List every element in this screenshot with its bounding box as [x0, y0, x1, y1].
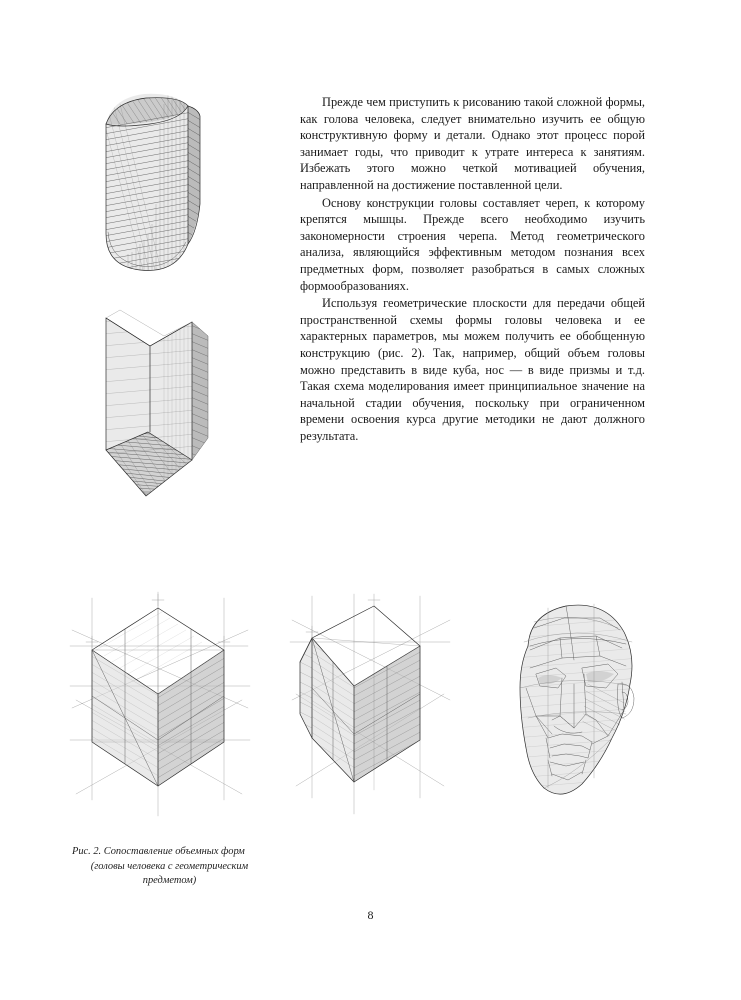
prism-drawing	[84, 300, 234, 540]
figure-caption	[72, 845, 267, 889]
paragraph-2: Основу конструкции головы составляет череп, к которому крепятся мышцы. Прежде всего необходимо изучить закономерности строения черепа. Метод геометрического анализа, являющийся эффективным методом познания всех предметных форм, позволяет разобраться в самых сложных формообразованиях.	[300, 195, 645, 293]
paragraph-1: Прежде чем приступить к рисованию такой сложной формы, как голова человека, следует внимательно изучить ее общую конструктивную форму и детали. Однако этот процесс порой занимает годы, что приводит к утрате интереса к занятиям. Избежать этого можно четкой мотивацией обучения, направленной на достижение поставленной цели.	[300, 95, 645, 192]
paragraph-3: Используя геометрические плоскости для передачи общей пространственной схемы формы головы человека и ее характерных параметров, мы можем получить ее обобщенную конструкцию (рис. 2). Так, например, общий объем головы можно представить в виде куба, нос — в виде призмы и т.д. Такая схема моделирования имеет принципиальное значение на начальной стадии обучения, поскольку при ограниченном времени освоения курса другие методики не дают должного результата.	[300, 296, 645, 443]
figure-caption-line-2: (головы человека с геометрическим	[90, 860, 249, 872]
figure-caption-line-1: Рис. 2. Сопоставление объемных форм	[72, 846, 245, 857]
body-text-column	[300, 94, 645, 445]
head-construction-drawing	[490, 588, 665, 828]
rounded-block-drawing	[84, 84, 224, 284]
prism-grid-drawing	[278, 590, 463, 820]
page-number: 8	[367, 908, 374, 922]
cube-grid-drawing	[62, 590, 257, 820]
figure-caption-line-3: предметом)	[142, 875, 197, 886]
